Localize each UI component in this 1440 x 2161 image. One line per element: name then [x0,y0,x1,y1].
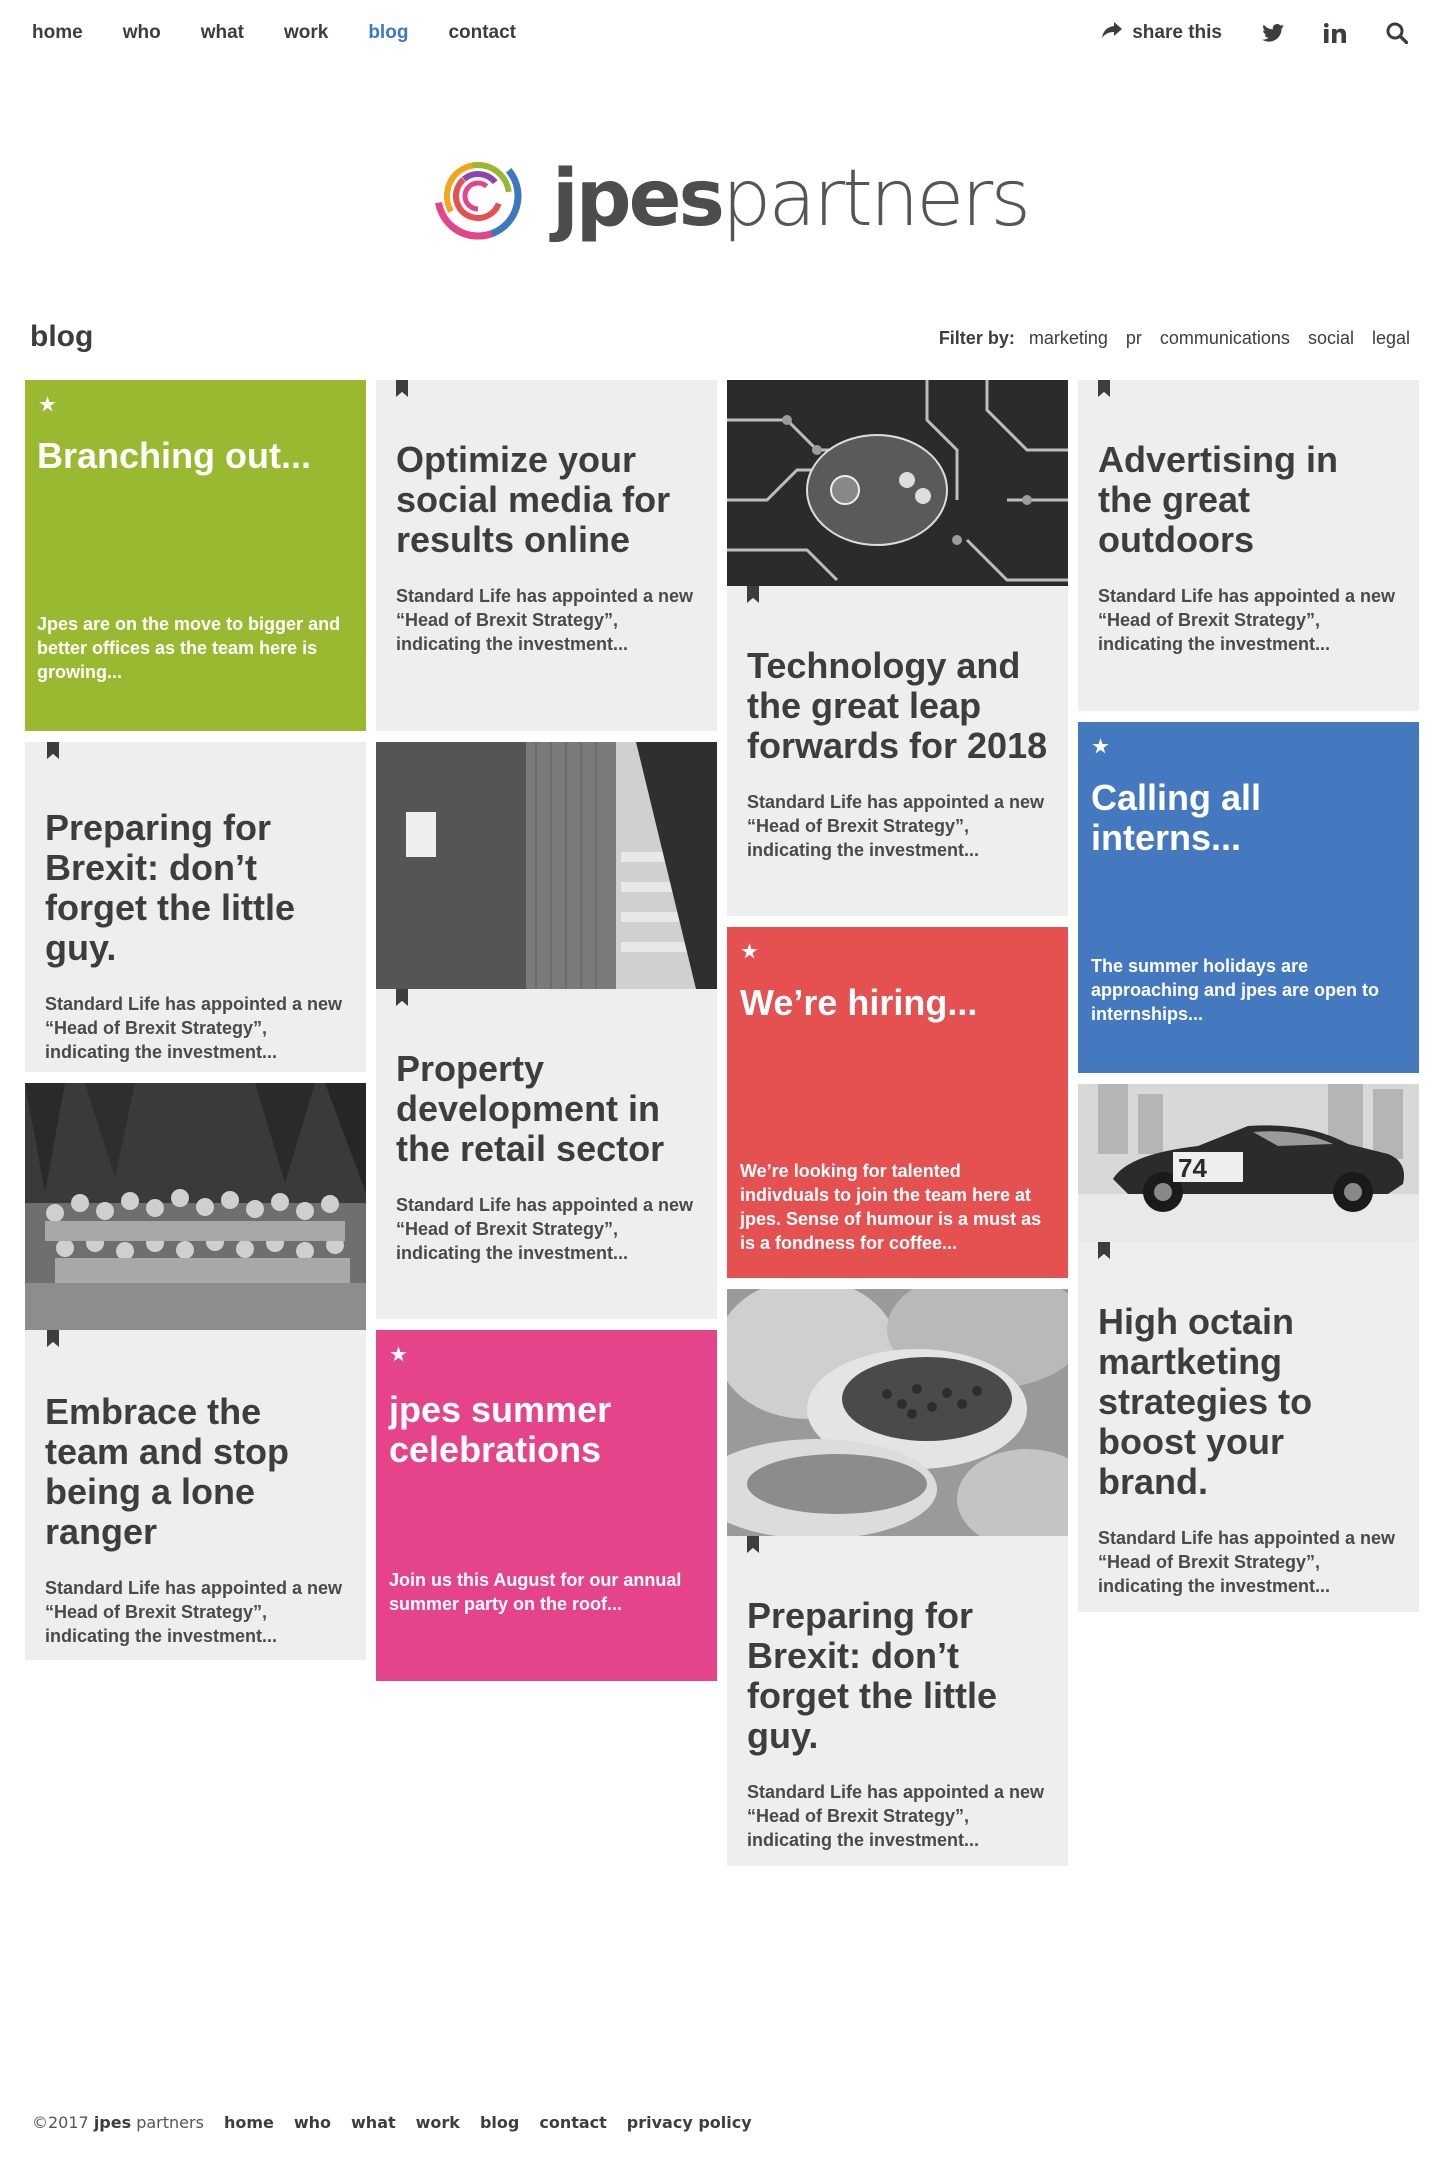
blog-card-advertising-outdoors[interactable] [1078,380,1419,711]
blog-card-embrace-the-team[interactable] [25,1330,366,1660]
main-nav [32,22,516,44]
footer-link-home[interactable]: home [223,2113,274,2132]
card-title: Calling all interns... [1091,777,1262,858]
building-photo-image[interactable] [376,742,717,989]
card-title: Preparing for Brexit: don’t forget the little guy. [45,807,295,968]
card-excerpt: Standard Life has appointed a new “Head of Brexit Strategy”, indicating the investment... [45,994,343,1062]
coffee-sacks-photo-image[interactable] [727,1289,1068,1536]
footer-copyright: ©2017 jpes partners [32,2113,204,2132]
filter-bar [939,328,1410,349]
star-icon [39,396,56,413]
footer-link-what[interactable]: what [351,2113,396,2132]
circuit-board-photo-image[interactable] [727,380,1068,586]
header-actions [1102,22,1408,44]
share-button[interactable] [1102,22,1222,44]
filter-marketing[interactable]: marketing [1028,328,1108,348]
card-title: Preparing for Brexit: don’t forget the little guy. [747,1595,997,1756]
blog-column-1 [25,380,366,1671]
card-excerpt: Join us this August for our annual summer party on the roof... [389,1570,682,1614]
star-icon [1092,738,1109,755]
filter-pr[interactable]: pr [1125,328,1142,348]
blog-card-branching-out[interactable] [25,380,366,731]
search-icon[interactable] [1386,22,1408,44]
blog-column-3 [727,380,1068,1877]
card-title: Embrace the team and stop being a lone ranger [45,1391,290,1552]
share-arrow-icon [1102,22,1122,44]
blog-card-optimize-social-media[interactable] [376,380,717,731]
nav-who[interactable]: who [122,22,161,43]
logo-mark-icon [428,148,528,249]
card-excerpt: Standard Life has appointed a new “Head of Brexit Strategy”, indicating the investment... [45,1578,343,1646]
blog-card-were-hiring[interactable] [727,927,1068,1278]
card-title: Branching out... [37,435,311,476]
footer-link-contact[interactable]: contact [539,2113,607,2132]
blog-card-preparing-for-brexit[interactable] [25,742,366,1072]
twitter-icon[interactable] [1262,24,1284,42]
footer-link-blog[interactable]: blog [479,2113,520,2132]
card-excerpt: We’re looking for talented indivduals to join the team here at jpes. Sense of humour is a must as is a fondness for coffee... [740,1161,1042,1253]
star-icon [741,943,758,960]
card-excerpt: Standard Life has appointed a new “Head of Brexit Strategy”, indicating the investment... [396,1195,694,1263]
footer-link-work[interactable]: work [415,2113,460,2132]
group-photo-image[interactable] [25,1083,366,1330]
nav-work[interactable]: work [283,22,329,43]
blog-column-4 [1078,380,1419,1623]
card-title: High octain martketing strategies to boost your brand. [1098,1301,1313,1502]
filter-legal[interactable]: legal [1371,328,1410,348]
star-icon [390,1346,407,1363]
page-title: blog [30,320,94,353]
logo-wordmark: jpespartners [552,153,1028,244]
nav-what[interactable]: what [200,22,244,43]
blog-column-2 [376,380,717,1692]
nav-home[interactable]: home [32,22,83,43]
filter-communications[interactable]: communications [1159,328,1290,348]
blog-card-property-development[interactable] [376,989,717,1319]
filter-social[interactable]: social [1307,328,1354,348]
race-car-number: 74 [1178,1153,1207,1183]
card-excerpt: Standard Life has appointed a new “Head of Brexit Strategy”, indicating the investment... [396,586,694,654]
filter-label: Filter by: [938,328,1015,348]
card-excerpt: Standard Life has appointed a new “Head of Brexit Strategy”, indicating the investment... [747,792,1045,860]
nav-contact[interactable]: contact [448,22,517,43]
card-title: We’re hiring... [740,982,978,1023]
site-logo[interactable] [428,148,1028,249]
race-car-photo-image[interactable] [1078,1084,1419,1242]
card-excerpt: Jpes are on the move to bigger and better offices as the team here is growing... [37,614,341,682]
blog-card-summer-celebrations[interactable] [376,1330,717,1681]
share-label: share this [1132,22,1222,43]
card-excerpt: Standard Life has appointed a new “Head of Brexit Strategy”, indicating the investment... [1098,586,1396,654]
footer [32,2113,752,2132]
linkedin-icon[interactable] [1324,23,1346,43]
footer-link-who[interactable]: who [293,2113,332,2132]
card-excerpt: The summer holidays are approaching and jpes are open to internships... [1091,956,1380,1024]
blog-card-high-octain-marketing[interactable] [1078,1242,1419,1612]
card-excerpt: Standard Life has appointed a new “Head of Brexit Strategy”, indicating the investment... [747,1782,1045,1850]
card-title: jpes summer celebrations [389,1389,612,1470]
nav-blog[interactable]: blog [368,22,409,43]
card-title: Property development in the retail sector [396,1048,665,1169]
card-title: Optimize your social media for results online [396,439,671,560]
card-title: Advertising in the great outdoors [1098,439,1339,560]
card-excerpt: Standard Life has appointed a new “Head of Brexit Strategy”, indicating the investment... [1098,1528,1396,1596]
blog-card-calling-all-interns[interactable] [1078,722,1419,1073]
blog-card-technology-great-leap[interactable] [727,586,1068,916]
footer-link-privacy-policy[interactable]: privacy policy [626,2113,752,2132]
card-title: Technology and the great leap forwards for 2018 [747,645,1048,766]
blog-card-preparing-for-brexit-2[interactable] [727,1536,1068,1866]
